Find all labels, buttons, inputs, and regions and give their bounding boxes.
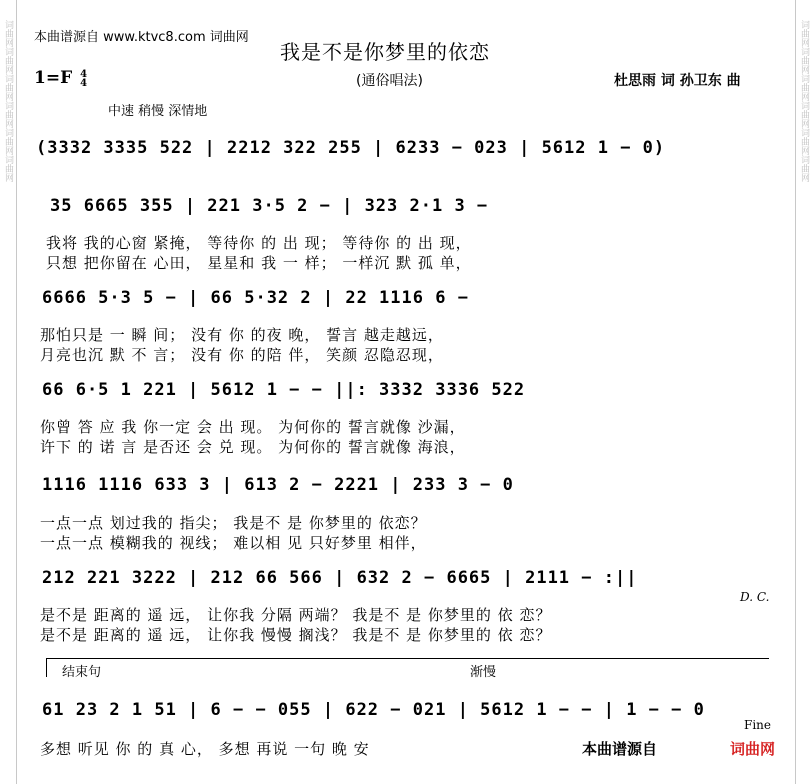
notation-row-6: 61 23 2 1 51 | 6 − − 055 | 622 − 021 | 5612 1 − − | 1 − − 0 bbox=[42, 700, 705, 720]
lyric-row-3b: 许下 的 诺 言 是否还 会 兑 现。 为何你的 誓言就像 海浪， bbox=[40, 438, 466, 456]
notation-row-1: 35 6665 355 | 221 3·5 2 − | 323 2·1 3 − bbox=[50, 196, 489, 216]
time-signature bbox=[80, 70, 87, 88]
dc-marking: D. C. bbox=[740, 590, 770, 604]
lyric-row-2b: 月亮也沉 默 不 言； 没有 你 的陪 伴， 笑颜 忍隐忍现， bbox=[40, 346, 444, 364]
notation-row-3: 66 6·5 1 221 | 5612 1 − − ||: 3332 3336 522 bbox=[42, 380, 526, 400]
fine-marking: Fine bbox=[744, 718, 771, 732]
slowing-label: 渐慢 bbox=[470, 665, 497, 680]
lyric-row-2a: 那怕只是 一 瞬 间； 没有 你 的夜 晚， 誓言 越走越远， bbox=[40, 326, 444, 344]
lyric-row-5b: 是不是 距离的 遥 远， 让你我 慢慢 搁浅？ 我是不 是 你梦里的 依 恋？ bbox=[40, 626, 552, 644]
right-watermark-rail bbox=[795, 0, 812, 784]
tempo-marking: 中速 稍慢 深情地 bbox=[108, 104, 208, 119]
ending-label: 结束句 bbox=[62, 665, 102, 680]
source-line: 本曲谱源自 www.ktvc8.com 词曲网 bbox=[34, 30, 249, 45]
time-bottom: 4 bbox=[80, 77, 88, 89]
footer-site: 词曲网 bbox=[730, 740, 776, 758]
lyric-row-1b: 只想 把你留在 心田， 星星和 我 一 样； 一样沉 默 孤 单， bbox=[46, 254, 472, 272]
notation-row-5: 212 221 3222 | 212 66 566 | 632 2 − 6665 | 2111 − :|| bbox=[42, 568, 638, 588]
singing-style: (通俗唱法) bbox=[356, 73, 423, 89]
notation-row-4: 1116 1116 633 3 | 613 2 − 2221 | 233 3 − 0 bbox=[42, 475, 514, 495]
page-title: 我是不是你梦里的依恋 bbox=[280, 40, 490, 64]
lyric-row-4b: 一点一点 模糊我的 视线； 难以相 见 只好梦里 相伴， bbox=[40, 534, 427, 552]
lyric-row-5a: 是不是 距离的 遥 远， 让你我 分隔 两端？ 我是不 是 你梦里的 依 恋？ bbox=[40, 606, 552, 624]
lyric-row-1a: 我将 我的心窗 紧掩， 等待你 的 出 现； 等待你 的 出 现， bbox=[46, 234, 472, 252]
lyric-row-4a: 一点一点 划过我的 指尖； 我是不 是 你梦里的 依恋？ bbox=[40, 514, 427, 532]
left-watermark: 词曲网词曲网词曲网词曲网词曲网词曲网 bbox=[3, 20, 13, 182]
right-watermark: 词曲网词曲网词曲网词曲网词曲网词曲网 bbox=[799, 20, 809, 182]
credits: 杜思雨 词 孙卫东 曲 bbox=[614, 73, 741, 89]
lyric-row-3a: 你曾 答 应 我 你一定 会 出 现。 为何你的 誓言就像 沙漏， bbox=[40, 418, 466, 436]
time-top: 4 bbox=[80, 68, 88, 80]
left-watermark-rail bbox=[0, 0, 17, 784]
notation-row-intro: (3332 3335 522 | 2212 322 255 | 6233 − 023 | 5612 1 − 0) bbox=[36, 138, 666, 158]
footer-source: 本曲谱源自 bbox=[582, 740, 658, 758]
key-signature bbox=[34, 68, 87, 88]
notation-row-2: 6666 5·3 5 − | 66 5·32 2 | 22 1116 6 − bbox=[42, 288, 469, 308]
lyric-row-6: 多想 听见 你 的 真 心， 多想 再说 一句 晚 安 bbox=[40, 740, 370, 758]
ending-bracket bbox=[46, 658, 769, 677]
key-label: 1=F bbox=[34, 68, 73, 88]
